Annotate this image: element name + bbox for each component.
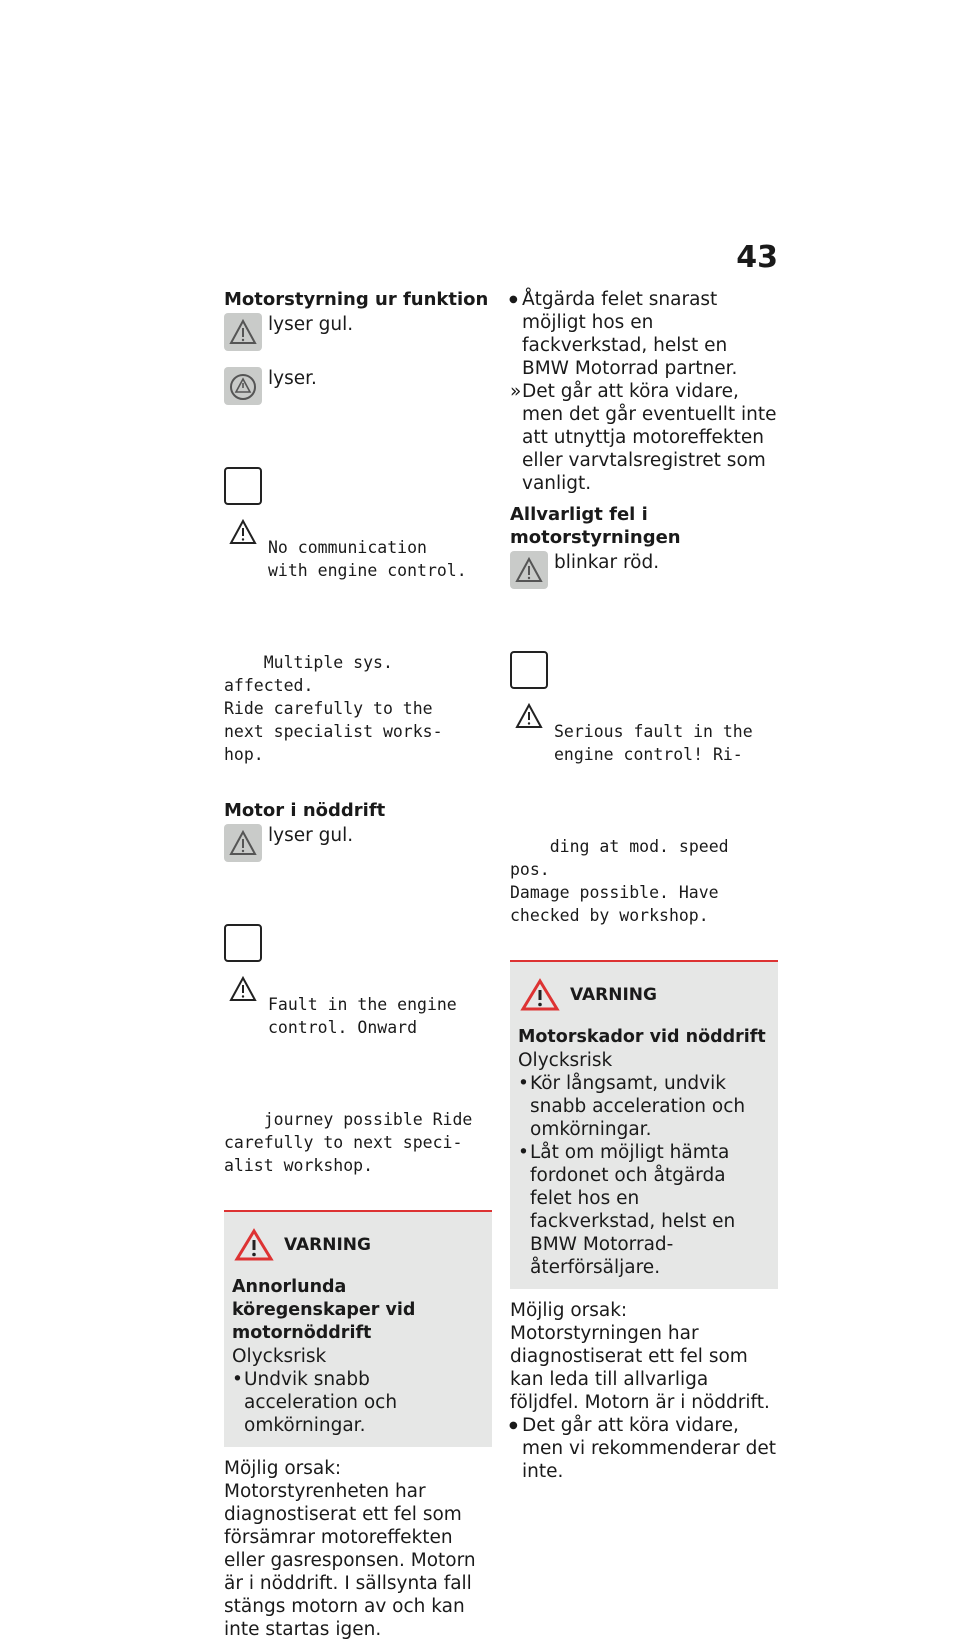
- indicator-row-general-warning: [510, 551, 778, 597]
- cause-text: Motorstyrenheten har diagnostiserat ett fel som försämrar motoreffekten eller gasresponsen. Motorn är i nöddrift. I sällsynta fall stängs motorn av och kan inte startas igen.: [224, 1481, 476, 1640]
- warning-box: [510, 960, 778, 1289]
- section-heading-engine-control-failure: Motorstyrning ur funktion: [224, 289, 489, 310]
- display-message: [510, 605, 778, 950]
- warning-header: [234, 1228, 484, 1262]
- indicator-row-general-warning: [224, 824, 492, 870]
- page-number: 43: [736, 240, 778, 275]
- warning-triangle-icon: [234, 1228, 274, 1262]
- action-bullet: ● Åtgärda felet snarast möjligt hos en fackverkstad, helst en BMW Motorrad partner.: [510, 288, 778, 380]
- cause-label: Möjlig orsak:: [224, 1458, 342, 1479]
- indicator-row-engine: [224, 367, 492, 413]
- warning-risk: Olycksrisk: [518, 1050, 613, 1071]
- warning-bullet: • Låt om möjligt hämta fordonet och åtgärda felet hos en fackverkstad, helst en BMW Motorrad-återförsäljare.: [518, 1141, 770, 1279]
- warning-triangle-icon: [510, 651, 548, 689]
- display-message-rest: ding at mod. speed pos. Damage possible. Have checked by workshop.: [510, 837, 729, 925]
- indicator-row-general-warning: [224, 313, 492, 359]
- indicator-description: blinkar röd.: [554, 552, 660, 573]
- indicator-description: lyser.: [268, 368, 317, 389]
- general-warning-light-icon: [224, 313, 262, 351]
- warning-triangle-icon: [520, 978, 560, 1012]
- general-warning-light-icon: [510, 551, 548, 589]
- cause-label: Möjlig orsak:: [510, 1300, 628, 1321]
- display-message-line1: Serious fault in the engine control! Ri-: [554, 722, 753, 764]
- warning-title: Annorlunda köregenskaper vid motornöddrift: [232, 1277, 416, 1343]
- cause-text: Motorstyrningen har diagnostiserat ett fel som kan leda till allvarliga följdfel. Motorn är i nöddrift.: [510, 1323, 770, 1413]
- indicator-description: lyser gul.: [268, 825, 354, 846]
- warning-header: [520, 978, 770, 1012]
- action-bullet: ● Det går att köra vidare, men vi rekommenderar det inte.: [510, 1414, 778, 1483]
- display-message-rest: journey possible Ride carefully to next speci- alist workshop.: [224, 1110, 473, 1175]
- warning-triangle-icon: [224, 467, 262, 505]
- warning-bullet: • Undvik snabb acceleration och omkörningar.: [232, 1368, 484, 1437]
- warning-risk: Olycksrisk: [232, 1346, 327, 1367]
- display-message-rest: Multiple sys. affected. Ride carefully to the next specialist works- hop.: [224, 653, 443, 764]
- display-message: [224, 878, 492, 1200]
- indicator-description: lyser gul.: [268, 314, 354, 335]
- display-message-line1: Fault in the engine control. Onward: [268, 995, 457, 1037]
- warning-triangle-icon: [224, 924, 262, 962]
- warning-label: VARNING: [570, 984, 657, 1005]
- warning-box: [224, 1210, 492, 1447]
- warning-label: VARNING: [284, 1234, 371, 1255]
- result-bullet: » Det går att köra vidare, men det går eventuellt inte att utnyttja motoreffekten eller varvtalsregistret som vanligt.: [510, 380, 778, 495]
- general-warning-light-icon: [224, 824, 262, 862]
- section-heading-serious-fault: Allvarligt fel i motorstyrningen: [510, 504, 681, 548]
- right-column: [510, 288, 778, 1483]
- warning-bullet: • Kör långsamt, undvik snabb acceleration och omkörningar.: [518, 1072, 770, 1141]
- display-message-line1: No communication with engine control.: [268, 538, 467, 580]
- engine-warning-light-icon: [224, 367, 262, 405]
- left-column: [224, 288, 492, 1641]
- display-message: [224, 421, 492, 789]
- warning-title: Motorskador vid nöddrift: [518, 1027, 766, 1047]
- section-heading-limp-mode: Motor i nöddrift: [224, 800, 386, 821]
